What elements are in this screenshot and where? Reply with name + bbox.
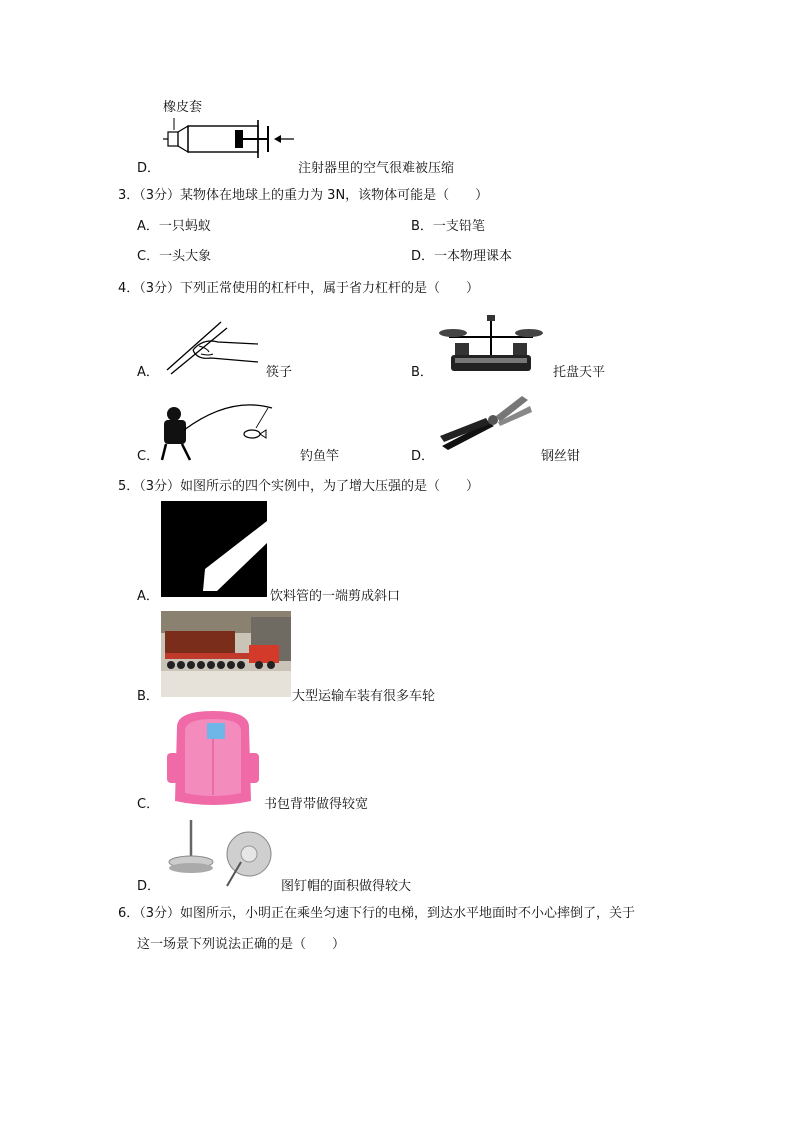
chopsticks-figure — [163, 320, 263, 376]
q5-option-c-letter: C． — [137, 797, 160, 812]
q3-option-a: A．一只蚂蚁 — [137, 219, 211, 234]
q5-option-b-letter: B． — [137, 689, 159, 704]
q6-stem-line2: 这一场景下列说法正确的是（ ） — [137, 937, 346, 952]
syringe-rubber-label: 橡皮套 — [163, 100, 203, 115]
fishing-rod-figure — [160, 400, 280, 462]
q5-option-a-letter: A． — [137, 589, 159, 604]
q4-option-c-letter: C． — [137, 449, 160, 464]
straw-cut-figure — [161, 501, 267, 597]
wire-pliers-figure — [438, 392, 538, 452]
transport-truck-figure — [161, 611, 291, 697]
q4-option-d-letter: D． — [411, 449, 435, 464]
q3-option-d: D．一本物理课本 — [411, 249, 513, 264]
q4-option-c-caption: 钓鱼竿 — [300, 449, 340, 464]
q4-option-b-letter: B． — [411, 365, 433, 380]
q4-option-a-caption: 筷子 — [266, 365, 293, 380]
q4-option-d-caption: 钢丝钳 — [541, 449, 581, 464]
q4-option-a-letter: A． — [137, 365, 159, 380]
q3-option-c: C．一头大象 — [137, 249, 212, 264]
q2-option-d-caption: 注射器里的空气很难被压缩 — [298, 161, 455, 176]
q5-option-c-caption: 书包背带做得较宽 — [264, 797, 369, 812]
q2-option-d-letter: D． — [137, 161, 161, 176]
q5-option-d-caption: 图钉帽的面积做得较大 — [281, 879, 412, 894]
q3-stem: 3．（3分）某物体在地球上的重力为 3N，该物体可能是（ ） — [118, 188, 489, 203]
q5-stem: 5．（3分）如图所示的四个实例中，为了增大压强的是（ ） — [118, 479, 480, 494]
q6-stem-line1: 6．（3分）如图所示，小明正在乘坐匀速下行的电梯，到达水平地面时不小心摔倒了，关于 — [118, 906, 636, 921]
backpack-figure — [163, 709, 263, 809]
q5-option-a-caption: 饮料管的一端剪成斜口 — [270, 589, 401, 604]
thumbtacks-figure — [165, 818, 280, 890]
q5-option-d-letter: D． — [137, 879, 161, 894]
q3-option-b: B．一支铅笔 — [411, 219, 485, 234]
q5-option-b-caption: 大型运输车装有很多车轮 — [292, 689, 436, 704]
balance-scale-figure — [435, 313, 543, 375]
q4-option-b-caption: 托盘天平 — [553, 365, 606, 380]
q4-stem: 4．（3分）下列正常使用的杠杆中，属于省力杠杆的是（ ） — [118, 281, 480, 296]
syringe-figure — [160, 116, 300, 164]
